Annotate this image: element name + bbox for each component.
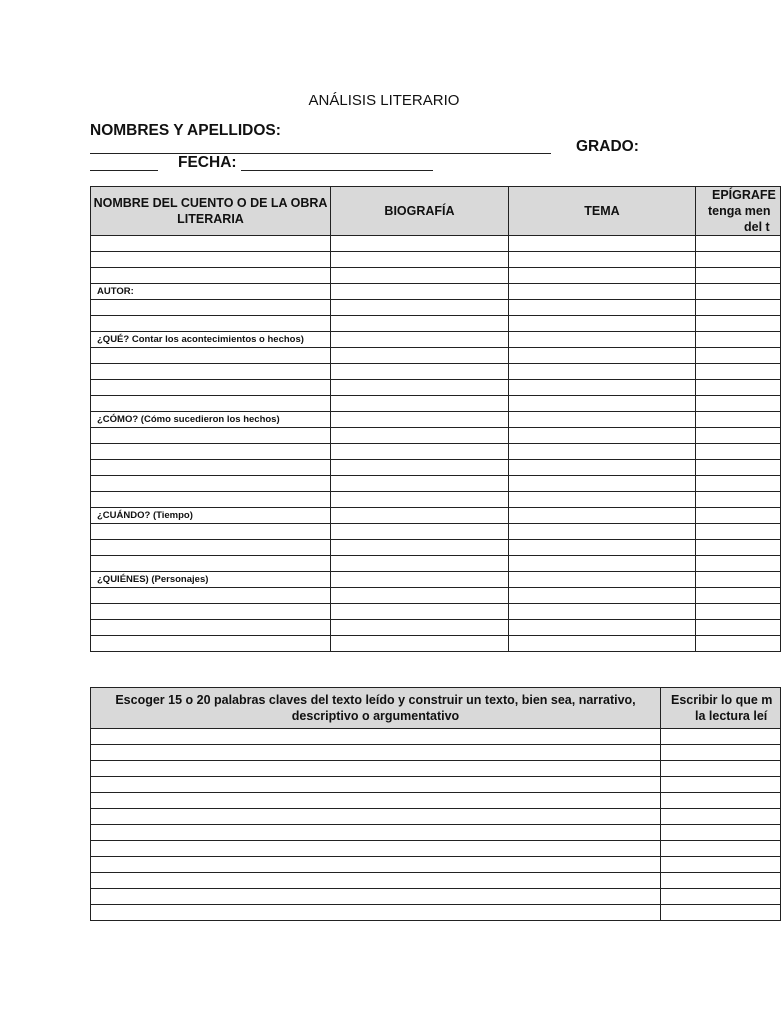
names-blank-line[interactable] [90,153,551,154]
table-row [91,492,781,508]
table-row [91,300,781,316]
table-row [91,380,781,396]
table-row [91,444,781,460]
table-row [91,825,781,841]
table-row [91,761,781,777]
table-row [91,636,781,652]
row-label-autor: AUTOR: [91,284,331,300]
header-escribir: Escribir lo que m la lectura leí [661,688,781,729]
table-row [91,364,781,380]
keywords-table [90,687,781,921]
table-row [91,889,781,905]
table-row [91,476,781,492]
table-row [91,396,781,412]
table-header-row [91,688,781,729]
grado-label: GRADO: [576,138,639,155]
header-biografia: BIOGRAFÍA [331,187,509,236]
table-row [91,905,781,921]
table-row [91,588,781,604]
table-row [91,508,781,524]
table-row [91,412,781,428]
fecha-blank-line[interactable] [241,170,433,171]
literary-analysis-table [90,186,781,652]
table-row [91,777,781,793]
table-row [91,428,781,444]
row-label-quienes: ¿QUIÉNES) (Personajes) [91,572,331,588]
fecha-label: FECHA: [178,154,237,171]
row-label-como: ¿CÓMO? (Cómo sucedieron los hechos) [91,412,331,428]
header-tema: TEMA [509,187,696,236]
table-row [91,524,781,540]
table-row [91,348,781,364]
table-row [91,332,781,348]
header-keywords: Escoger 15 o 20 palabras claves del texto leído y construir un texto, bien sea, narrativo, descriptivo o argumentativo [91,688,661,729]
names-blank-line-continued[interactable] [90,170,158,171]
table-row [91,572,781,588]
table-row [91,268,781,284]
table-row [91,841,781,857]
document-title: ANÁLISIS LITERARIO [308,92,460,109]
table-row [91,252,781,268]
table-header-row [91,187,781,236]
table-row [91,284,781,300]
row-label-que: ¿QUÉ? Contar los acontecimientos o hechos) [91,332,331,348]
table-row [91,729,781,745]
table-row [91,620,781,636]
names-label: NOMBRES Y APELLIDOS: [90,122,281,139]
table-row [91,745,781,761]
table-row [91,857,781,873]
table-row [91,236,781,252]
table-row [91,460,781,476]
table-row [91,809,781,825]
row-label-cuando: ¿CUÁNDO? (Tiempo) [91,508,331,524]
table-row [91,556,781,572]
table-row [91,793,781,809]
table-row [91,873,781,889]
header-epigrafe: EPÍGRAFE tenga men del t [696,187,781,236]
table-row [91,540,781,556]
header-story-name: NOMBRE DEL CUENTO O DE LA OBRA LITERARIA [91,187,331,236]
table-row [91,604,781,620]
table-row [91,316,781,332]
